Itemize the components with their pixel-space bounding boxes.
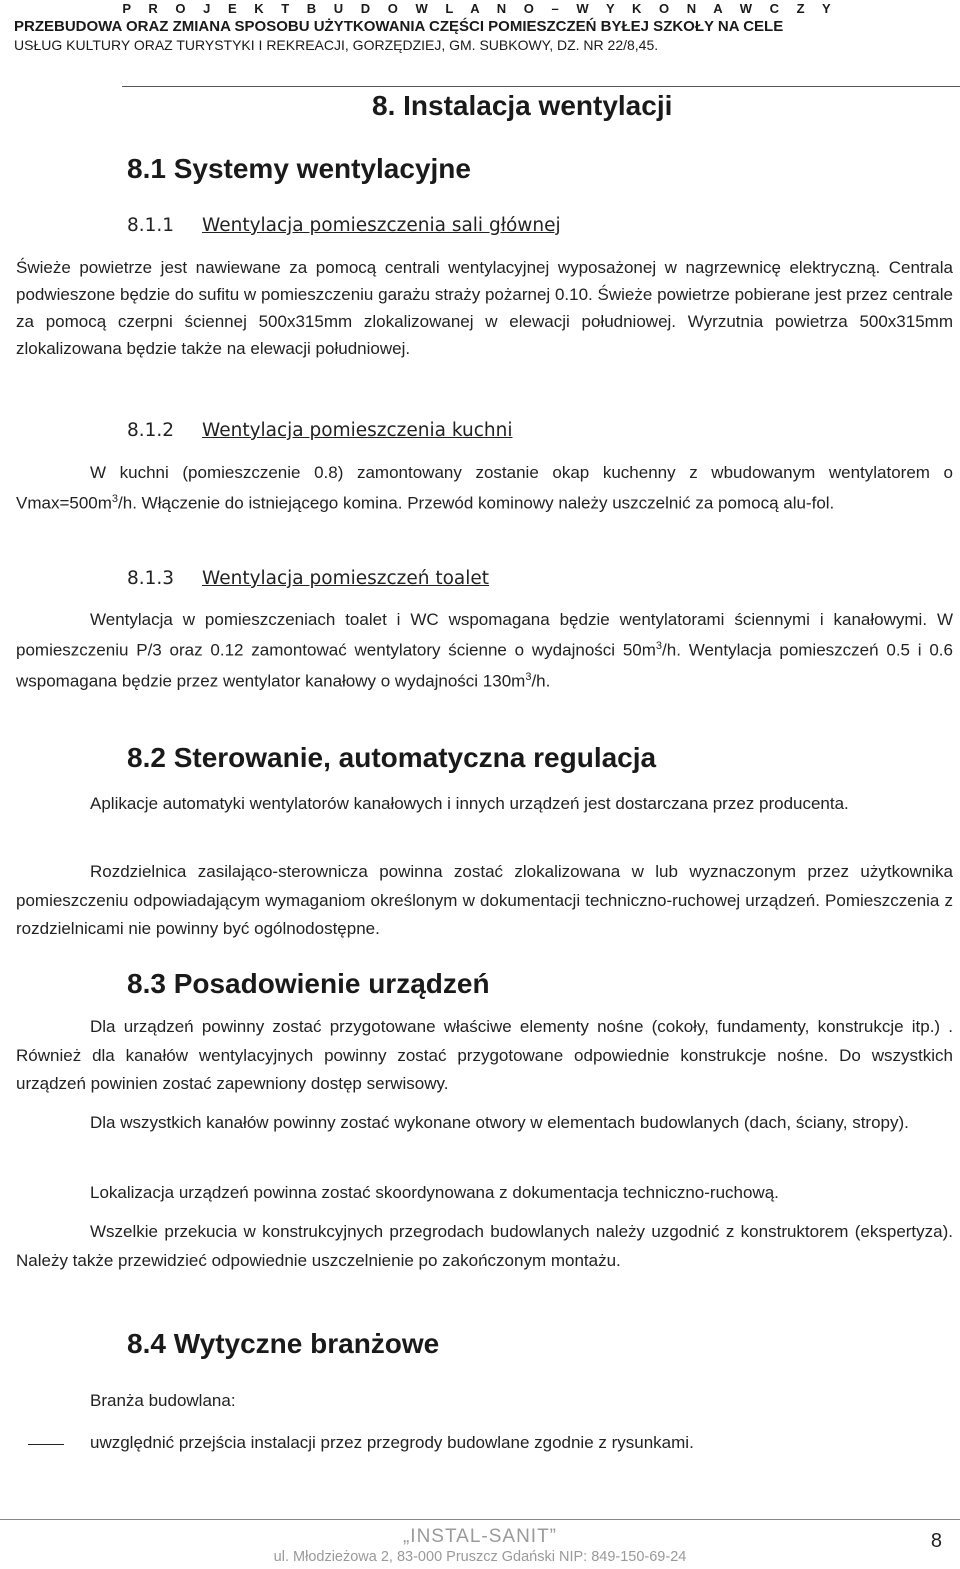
section-8-1-1-title: Wentylacja pomieszczenia sali głównej — [202, 215, 561, 236]
footer-company-name: „INSTAL-SANIT” — [402, 1526, 558, 1547]
header-project-title: PRZEBUDOWA ORAZ ZMIANA SPOSOBU UŻYTKOWANIA CZĘŚCI POMIESZCZEŃ BYŁEJ SZKOŁY NA CELE — [14, 18, 784, 35]
section-8-3-paragraph-4: Wszelkie przekucia w konstrukcyjnych przegrodach budowlanych należy uzgodnić z konstruktorem (ekspertyza). Należy także przewidzieć odpowiednie uszczelnienie po zakończonym montażu. — [16, 1222, 953, 1270]
section-8-1-2-number: 8.1.2 — [127, 420, 175, 441]
section-8-3-paragraph-2: Dla wszystkich kanałów powinny zostać wykonane otwory w elementach budowlanych (dach, ściany, stropy). — [90, 1113, 909, 1132]
section-8-3-paragraph-3: Lokalizacja urządzeń powinna zostać skoordynowana z dokumentacja techniczno-ruchową. — [90, 1183, 779, 1202]
section-8-1-3-number: 8.1.3 — [127, 568, 175, 589]
header-divider — [122, 86, 960, 87]
bullet-dash — [28, 1444, 64, 1445]
section-8-4-subheading: Branża budowlana: — [90, 1391, 236, 1410]
section-8-2-heading: 8.2 Sterowanie, automatyczna regulacja — [127, 742, 657, 773]
footer-address: ul. Młodzieżowa 2, 83-000 Pruszcz Gdański NIP: 849-150-69-24 — [273, 1549, 687, 1565]
section-8-1-2-title: Wentylacja pomieszczenia kuchni — [202, 420, 513, 441]
section-8-heading: 8. Instalacja wentylacji — [372, 90, 673, 121]
section-8-4-list-item: uwzględnić przejścia instalacji przez przegrody budowlane zgodnie z rysunkami. — [90, 1433, 694, 1452]
header-project-type: P R O J E K T B U D O W L A N O – W Y K O N A W C Z Y — [122, 1, 838, 16]
section-8-1-1-text: Świeże powietrze jest nawiewane za pomocą centrali wentylacyjnej wyposażonej w nagrzewnicę elektryczną. Centrala podwieszone będzie do sufitu w pomieszczeniu garażu straży pożarnej 0.10. Świeże powietrze pobierane jest przez centrale za pomocą czerpni ściennej 500x315mm zlokalizowanej w elewacji południowej. Wyrzutnia powietrza 500x315mm zlokalizowana będzie także na elewacji południowej. — [16, 258, 953, 358]
section-8-1-1-number: 8.1.1 — [127, 215, 175, 236]
document-header — [0, 0, 960, 58]
section-8-4-heading: 8.4 Wytyczne branżowe — [127, 1328, 440, 1359]
section-8-3-heading: 8.3 Posadowienie urządzeń — [127, 968, 490, 999]
header-project-location: USŁUG KULTURY ORAZ TURYSTYKI I REKREACJI, GORZĘDZIEJ, GM. SUBKOWY, DZ. NR 22/8,45. — [14, 37, 659, 53]
footer-divider — [0, 1519, 960, 1520]
section-8-3-paragraph-1: Dla urządzeń powinny zostać przygotowane właściwe elementy nośne (cokoły, fundamenty, konstrukcje itp.) . Również dla kanałów wentylacyjnych powinny zostać przygotowane odpowiednie konstrukcje nośne. Do wszystkich urządzeń powinien zostać zapewniony dostęp serwisowy. — [16, 1017, 953, 1093]
section-8-1-2-text: W kuchni (pomieszczenie 0.8) zamontowany zostanie okap kuchenny z wbudowanym wentylatorem o $Vmax=500m^3/h$. Włączenie do istniejącego komina. Przewód kominowy należy uszczelnić za pomocą alu-fol. — [16, 463, 953, 513]
section-8-1-3-title: Wentylacja pomieszczeń toalet — [202, 568, 490, 589]
section-8-1-3-text: Wentylacja w pomieszczeniach toalet i WC wspomagana będzie wentylatorami ściennymi i kanałowymi. W pomieszczeniu P/3 oraz 0.12 zamontować wentylatory ścienne o wydajności $50m^3/h$. Wentylacja pomieszczeń 0.5 i 0.6 wspomagana będzie przez wentylator kanałowy o wydajności $130m^3/h$. — [16, 610, 953, 691]
section-8-2-paragraph-2: Rozdzielnica zasilająco-sterownicza powinna zostać zlokalizowana w lub wyznaczonym przez użytkownika pomieszczeniu odpowiadającym wymaganiom określonym w dokumentacji techniczno-ruchowej urządzeń. Pomieszczenia z rozdzielnicami nie powinny być ogólnodostępne. — [16, 862, 953, 938]
section-8-2-paragraph-1: Aplikacje automatyki wentylatorów kanałowych i innych urządzeń jest dostarczana przez producenta. — [90, 794, 849, 813]
page-number: 8 — [930, 1530, 942, 1552]
section-8-1-heading: 8.1 Systemy wentylacyjne — [127, 153, 471, 184]
